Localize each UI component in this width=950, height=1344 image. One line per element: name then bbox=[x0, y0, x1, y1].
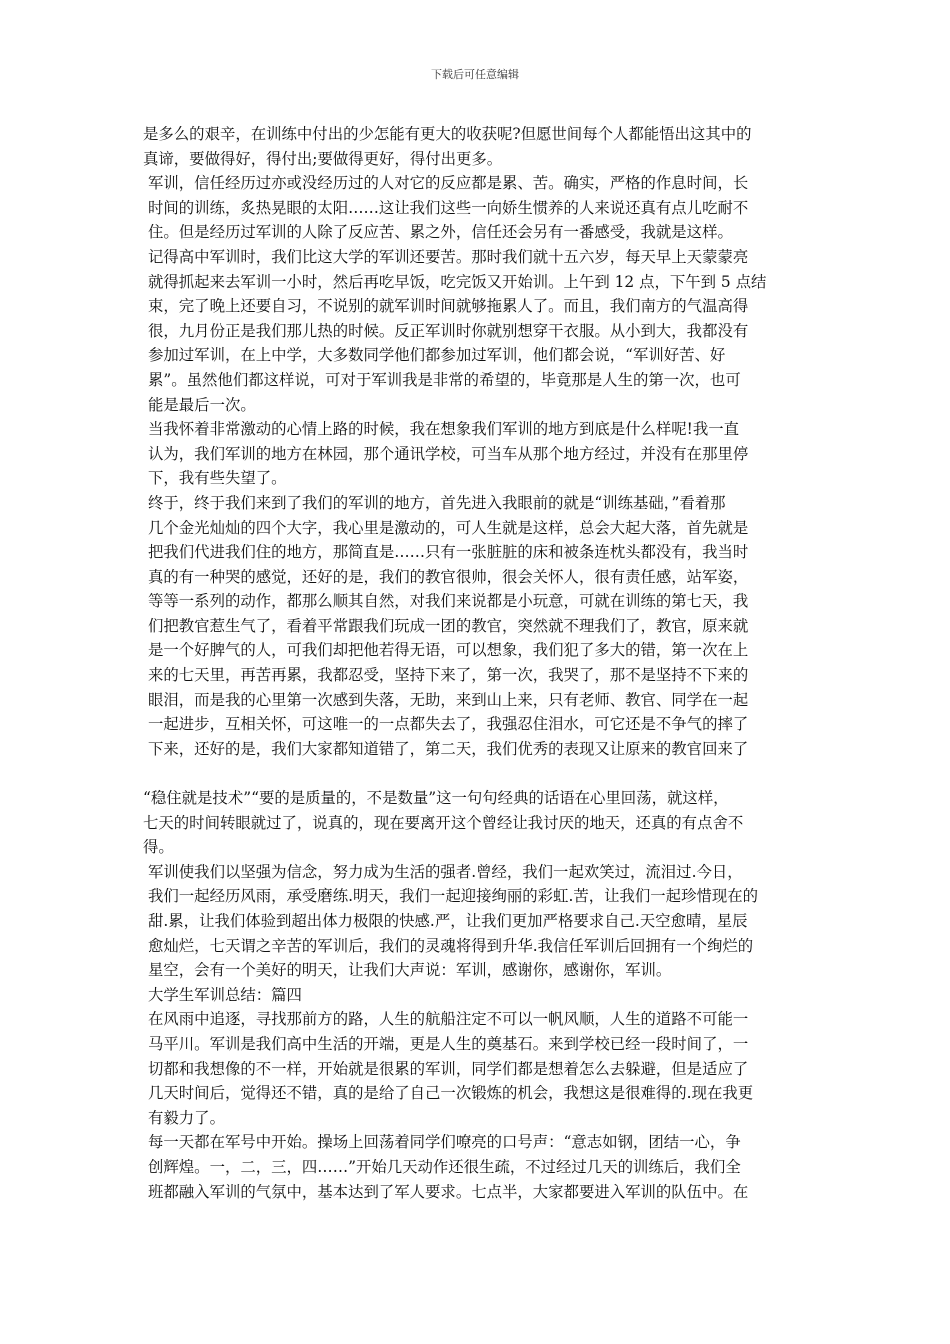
text-line: 累”。虽然他们都这样说，可对于军训我是非常的希望的，毕竟那是人生的第一次，也可 bbox=[148, 370, 741, 389]
text-line: 得。 bbox=[143, 838, 174, 857]
text-line: 军训使我们以坚强为信念，努力成为生活的强者.曾经，我们一起欢笑过，流泪过.今日， bbox=[148, 862, 743, 881]
text-line: 眼泪，而是我的心里第一次感到失落，无助，来到山上来，只有老师、教官、同学在一起 bbox=[148, 690, 749, 709]
text-line: 马平川。军训是我们高中生活的开端，更是人生的奠基石。来到学校已经一段时间了，一 bbox=[148, 1034, 749, 1053]
text-line: 大学生军训总结：篇四 bbox=[148, 985, 302, 1004]
text-line: 住。但是经历过军训的人除了反应苦、累之外，信任还会另有一番感受，我就是这样。 bbox=[148, 223, 733, 242]
text-line: 等等一系列的动作，都那么顺其自然，对我们来说都是小玩意，可就在训练的第七天，我 bbox=[148, 592, 749, 611]
paragraph bbox=[143, 860, 813, 983]
document-body bbox=[143, 122, 813, 1204]
paragraph bbox=[143, 1130, 813, 1204]
text-line: 愈灿烂，七天谓之辛苦的军训后，我们的灵魂将得到升华.我信任军训后回拥有一个绚烂的 bbox=[148, 936, 754, 955]
text-line: 就得抓起来去军训一小时，然后再吃早饭，吃完饭又开始训。上午到 12 点，下午到 5 点结 bbox=[148, 272, 767, 291]
text-line: 真的有一种哭的感觉，还好的是，我们的教官很帅，很会关怀人，很有责任感，站军姿， bbox=[148, 567, 749, 586]
text-line: 有毅力了。 bbox=[148, 1108, 225, 1127]
text-line: 们把教官惹生气了，看着平常跟我们玩成一团的教官，突然就不理我们了，教官，原来就 bbox=[148, 616, 749, 635]
text-line: 参加过军训，在上中学，大多数同学他们都参加过军训，他们都会说，“军训好苦、好 bbox=[148, 346, 726, 365]
text-line: 真谛，要做得好，得付出;要做得更好，得付出更多。 bbox=[143, 149, 503, 168]
text-line: 束，完了晚上还要自习，不说别的就军训时间就够拖累人了。而且，我们南方的气温高得 bbox=[148, 297, 749, 316]
text-line: 把我们代进我们住的地方，那简直是……只有一张脏脏的床和被条连枕头都没有，我当时 bbox=[148, 543, 749, 562]
text-line: 一起进步，互相关怀，可这唯一的一点都失去了，我强忍住泪水，可它还是不争气的摔了 bbox=[148, 715, 749, 734]
text-line: 在风雨中追逐，寻找那前方的路，人生的航船注定不可以一帆风顺，人生的道路不可能一 bbox=[148, 1010, 749, 1029]
text-line: 几天时间后，觉得还不错，真的是给了自己一次锻炼的机会，我想这是很难得的.现在我更 bbox=[148, 1084, 754, 1103]
text-line: 来的七天里，再苦再累，我都忍受，坚持下来了，第一次，我哭了，那不是坚持不下来的 bbox=[148, 666, 749, 685]
text-line: 很，九月份正是我们那儿热的时候。反正军训时你就别想穿干衣服。从小到大，我都没有 bbox=[148, 321, 749, 340]
paragraph bbox=[143, 491, 813, 762]
text-line: 能是最后一次。 bbox=[148, 395, 256, 414]
text-line: 记得高中军训时，我们比这大学的军训还要苦。那时我们就十五六岁，每天早上天蒙蒙亮 bbox=[148, 247, 749, 266]
text-line: “稳住就是技术”“要的是质量的，不是数量”这一句句经典的话语在心里回荡，就这样， bbox=[143, 789, 729, 808]
text-line: 甜.累，让我们体验到超出体力极限的快感.严，让我们更加严格要求自己.天空愈晴，星辰 bbox=[148, 912, 748, 930]
text-line: 每一天都在军号中开始。操场上回荡着同学们嘹亮的口号声：“意志如钢，团结一心，争 bbox=[148, 1133, 741, 1152]
paragraph bbox=[143, 983, 813, 1008]
paragraph bbox=[143, 1007, 813, 1130]
text-line: 终于，终于我们来到了我们的军训的地方，首先进入我眼前的就是“训练基础，”看着那 bbox=[148, 493, 726, 512]
text-line: 几个金光灿灿的四个大字，我心里是激动的，可人生就是这样，总会大起大落，首先就是 bbox=[148, 518, 749, 537]
paragraph bbox=[143, 786, 813, 860]
text-line: 星空，会有一个美好的明天，让我们大声说：军训，感谢你，感谢你，军训。 bbox=[148, 961, 672, 980]
text-line: 是一个好脾气的人，可我们却把他若得无语，可以想象，我们犯了多大的错，第一次在上 bbox=[148, 641, 749, 660]
text-line: 是多么的艰辛，在训练中付出的少怎能有更大的收获呢?但愿世间每个人都能悟出这其中的 bbox=[143, 125, 752, 143]
page-header-note: 下载后可任意编辑 bbox=[431, 68, 519, 81]
text-line: 下来，还好的是，我们大家都知道错了，第二天，我们优秀的表现又让原来的教官回来了 bbox=[148, 739, 749, 758]
text-line: 认为，我们军训的地方在林园，那个通讯学校，可当车从那个地方经过，并没有在那里停 bbox=[148, 444, 749, 463]
paragraph bbox=[143, 122, 813, 171]
paragraph bbox=[143, 171, 813, 245]
text-line: 下，我有些失望了。 bbox=[148, 469, 287, 488]
text-line: 我们一起经历风雨，承受磨练.明天，我们一起迎接绚丽的彩虹.苦，让我们一起珍惜现在的 bbox=[148, 887, 759, 906]
paragraph bbox=[143, 417, 813, 491]
text-line: 当我怀着非常激动的心情上路的时候，我在想象我们军训的地方到底是什么样呢!我一直 bbox=[148, 420, 740, 439]
text-line: 七天的时间转眼就过了，说真的，现在要离开这个曾经让我讨厌的地天，还真的有点舍不 bbox=[143, 813, 744, 832]
text-line: 班都融入军训的气氛中，基本达到了军人要求。七点半，大家都要进入军训的队伍中。在 bbox=[148, 1182, 749, 1201]
text-line: 军训，信任经历过亦或没经历过的人对它的反应都是累、苦。确实，严格的作息时间，长 bbox=[148, 174, 749, 193]
text-line: 时间的训练，炙热晃眼的太阳……这让我们这些一向娇生惯养的人来说还真有点儿吃耐不 bbox=[148, 198, 749, 217]
text-line: 创辉煌。一，二，三，四……”开始几天动作还很生疏，不过经过几天的训练后，我们全 bbox=[148, 1157, 741, 1176]
text-line: 切都和我想像的不一样，开始就是很累的军训，同学们都是想着怎么去躲避，但是适应了 bbox=[148, 1059, 749, 1078]
paragraph bbox=[143, 245, 813, 417]
